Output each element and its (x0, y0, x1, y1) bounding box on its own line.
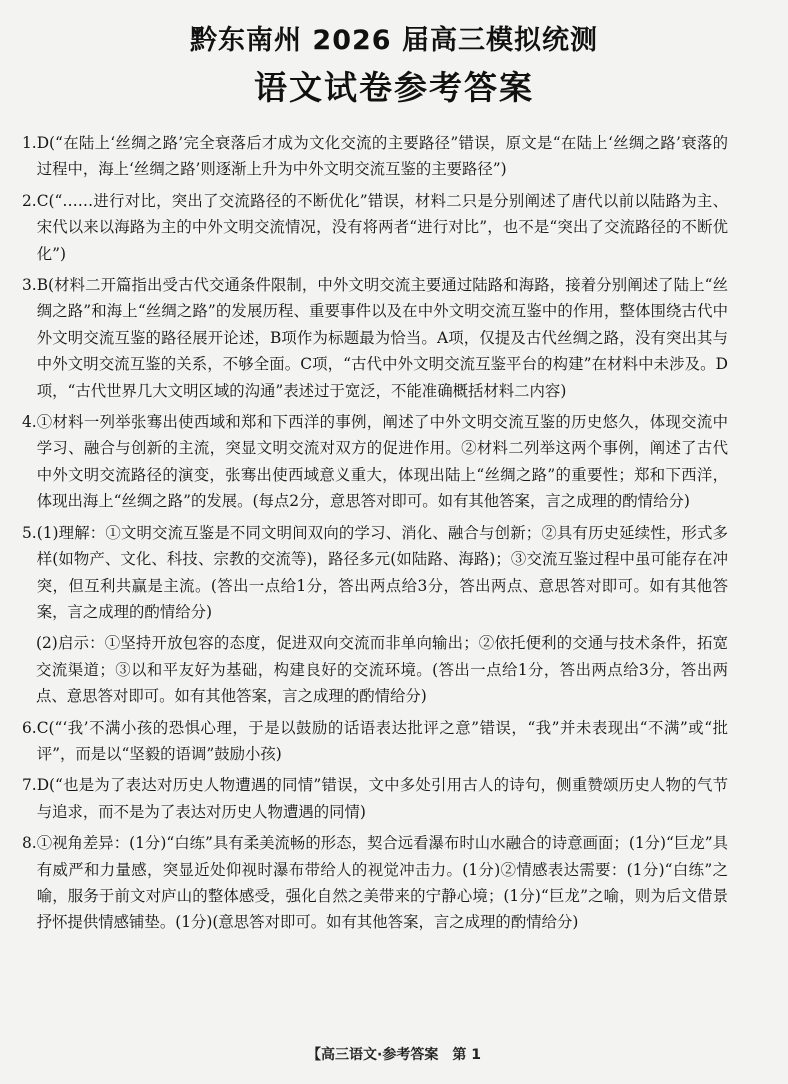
answer-number: 5. (22, 523, 37, 542)
answer-number: 3. (22, 276, 37, 295)
answer-item-7 (22, 772, 728, 825)
answer-text: (1)理解：①文明交流互鉴是不同文明间双向的学习、消化、融合与创新；②具有历史延续性，形式多样(如物产、文化、科技、宗教的交流等)，路径多元(如陆路、海路)；③交流互鉴过程中虽可能存在冲突，但互利共赢是主流。(答出一点给1分，答出两点给3分，答出两点、意思答对即可。如有其他答案，言之成理的酌情给分) (36, 523, 728, 621)
answer-text: C(“‘我’不满小孩的恐惧心理，于是以鼓励的话语表达批评之意”错误，“我”并未表现出“不满”或“批评”，而是以“坚毅的语调”鼓励小孩) (36, 718, 728, 763)
page-footer: 【高三语文·参考答案 第 1 (307, 1047, 481, 1063)
answer-item-4 (22, 409, 728, 515)
document-title: 语文试卷参考答案 (254, 68, 534, 107)
answer-number: 2. (22, 191, 37, 210)
answer-number: 1. (22, 134, 37, 152)
answer-item-3 (22, 272, 728, 404)
answer-number: 8. (22, 834, 37, 853)
answer-item-5 (22, 520, 728, 626)
answer-item-2 (22, 188, 728, 267)
answer-text: B(材料二开篇指出受古代交通条件限制，中外文明交流主要通过陆路和海路，接着分别阐述了陆上“丝绸之路”和海上“丝绸之路”的发展历程、重要事件以及在中外文明交流互鉴中的作用，整体围绕古代中外文明交流互鉴的路径展开论述，B项作为标题最为恰当。A项，仅提及古代丝绸之路，没有突出其与中外文明交流互鉴的关系，不够全面。C项，“古代中外文明交流互鉴平台的构建”在材料中未涉及。D项，“古代世界几大文明区域的沟通”表述过于宽泛，不能准确概括材料二内容) (36, 276, 728, 400)
answer-item-1 (22, 130, 728, 183)
answer-number: 7. (22, 776, 37, 795)
answer-text: ①材料一列举张骞出使西域和郑和下西洋的事例，阐述了中外文明交流互鉴的历史悠久，体现交流中学习、融合与创新的主流，突显文明交流对双方的促进作用。②材料二列举这两个事例，阐述了古代中外文明交流路径的演变，张骞出使西域意义重大，体现出陆上“丝绸之路”的重要性；郑和下西洋，体现出海上“丝绸之路”的发展。(每点2分，意思答对即可。如有其他答案，言之成理的酌情给分) (36, 413, 728, 511)
answer-number: 6. (22, 718, 37, 737)
answer-number: 4. (22, 413, 37, 432)
answer-item-5-part-2: (2)启示：①坚持开放包容的态度，促进双向交流而非单向输出；②依托便利的交通与技术条件，拓宽交流渠道；③以和平友好为基础，构建良好的交流环境。(答出一点给1分，答出两点给3分，答出两点、意思答对即可。如有其他答案，言之成理的酌情给分) (36, 634, 728, 706)
answer-text: C(“……进行对比，突出了交流路径的不断优化”错误，材料二只是分别阐述了唐代以前以陆路为主、宋代以来以海路为主的中外文明交流情况，没有将两者“进行对比”，也不是“突出了交流路径的不断优化”) (36, 191, 728, 263)
answer-item-8 (22, 830, 728, 936)
answer-list (22, 130, 728, 941)
answer-text: D(“也是为了表达对历史人物遭遇的同情”错误，文中多处引用古人的诗句，侧重赞颂历史人物的气节与追求，而不是为了表达对历史人物遭遇的同情) (36, 776, 728, 821)
exam-title: 黔东南州 2026 届高三模拟统测 (190, 25, 598, 56)
answer-text: ①视角差异：(1分)“白练”具有柔美流畅的形态，契合远看瀑布时山水融合的诗意画面；(1分)“巨龙”具有威严和力量感，突显近处仰视时瀑布带给人的视觉冲击力。(1分)②情感表达需要：(1分)“白练”之喻，服务于前文对庐山的整体感受，强化自然之美带来的宁静心境；(1分)“巨龙”之喻，则为后文借景抒怀提供情感铺垫。(1分)(意思答对即可。如有其他答案，言之成理的酌情给分) (36, 834, 728, 932)
answer-item-6 (22, 715, 728, 768)
answer-text: D(“在陆上‘丝绸之路’完全衰落后才成为文化交流的主要路径”错误，原文是“在陆上‘丝绸之路’衰落的过程中，海上‘丝绸之路’则逐渐上升为中外文明交流互鉴的主要路径”) (36, 134, 728, 179)
